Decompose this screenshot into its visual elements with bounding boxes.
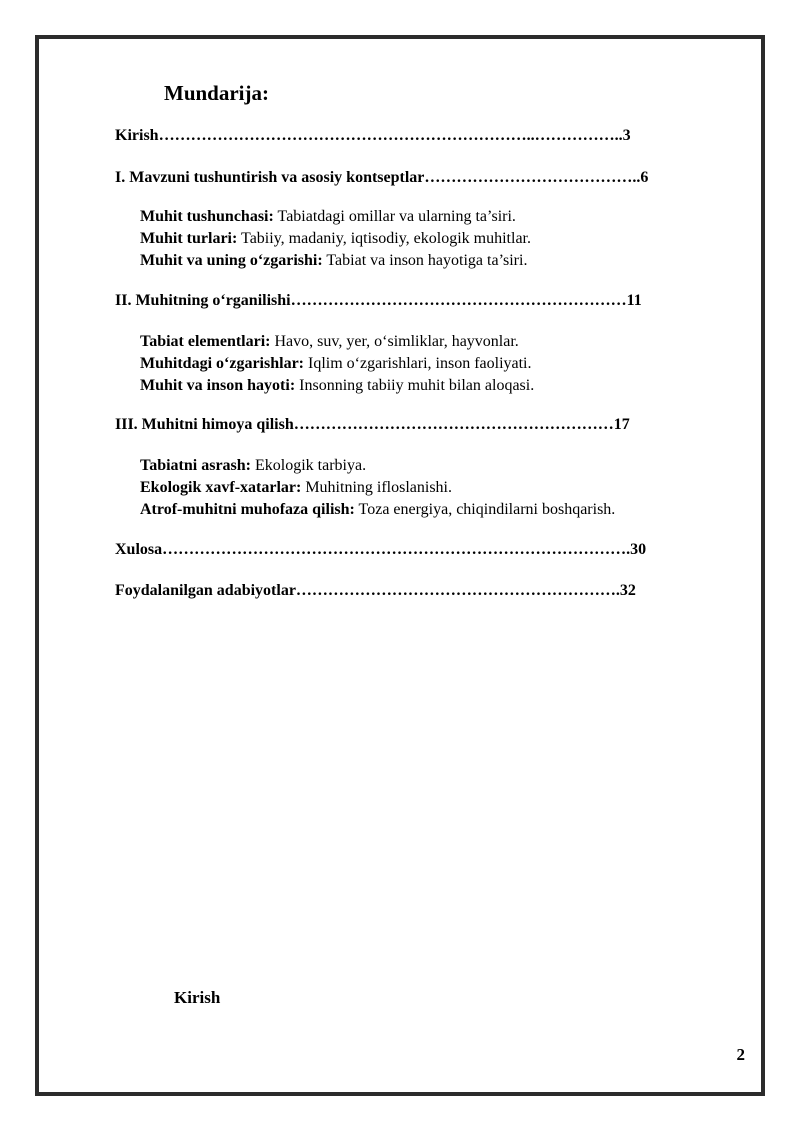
toc-subitem [140,479,452,497]
toc-subitem [140,333,519,351]
page-number: 2 [736,1045,745,1064]
subitem-term: Tabiat elementlari: [140,333,271,350]
subitem-desc: Tabiatdagi omillar va ularning ta’siri. [273,208,516,225]
section-heading-kirish: Kirish [174,988,221,1007]
subitem-desc: Muhitning ifloslanishi. [301,479,452,496]
subitem-term: Muhit va uning o‘zgarishi: [140,252,323,269]
toc-subitem [140,230,531,248]
subitem-term: Muhit turlari: [140,230,238,247]
toc-entry-xulosa: Xulosa…………………………………………………………………………….30 [115,541,647,558]
subitem-desc: Iqlim o‘zgarishlari, inson faoliyati. [304,355,532,372]
toc-entry-adabiyotlar: Foydalanilgan adabiyotlar…………………………………………………….32 [115,582,636,599]
subitem-term: Ekologik xavf-xatarlar: [140,479,302,496]
toc-subitem [140,457,366,475]
toc-subitem [140,208,516,226]
toc-entry-section-2: II. Muhitning o‘rganilishi………………………………………………………11 [115,292,642,309]
subitem-desc: Tabiat va inson hayotiga ta’siri. [322,252,528,269]
subitem-term: Muhit tushunchasi: [140,208,274,225]
toc-entry-section-3: III. Muhitni himoya qilish……………………………………………………17 [115,416,630,433]
subitem-desc: Insonning tabiiy muhit bilan aloqasi. [295,377,535,394]
toc-subitem [140,252,527,270]
toc-subitem [140,501,615,519]
page-content [39,39,761,1092]
subitem-desc: Toza energiya, chiqindilarni boshqarish. [354,501,616,518]
toc-subitem [140,377,534,395]
toc-entry-kirish: Kirish……………………………………………………………..……………..3 [115,127,631,144]
subitem-term: Atrof-muhitni muhofaza qilish: [140,501,355,518]
subitem-term: Muhit va inson hayoti: [140,377,296,394]
subitem-desc: Ekologik tarbiya. [251,457,367,474]
subitem-term: Tabiatni asrash: [140,457,251,474]
subitem-desc: Tabiiy, madaniy, iqtisodiy, ekologik muhitlar. [237,230,531,247]
subitem-term: Muhitdagi o‘zgarishlar: [140,355,304,372]
toc-subitem [140,355,532,373]
toc-entry-section-1: I. Mavzuni tushuntirish va asosiy kontseptlar…………………………………..6 [115,169,649,186]
page-border [35,35,765,1096]
subitem-desc: Havo, suv, yer, o‘simliklar, hayvonlar. [270,333,519,350]
page-title: Mundarija: [164,81,269,105]
